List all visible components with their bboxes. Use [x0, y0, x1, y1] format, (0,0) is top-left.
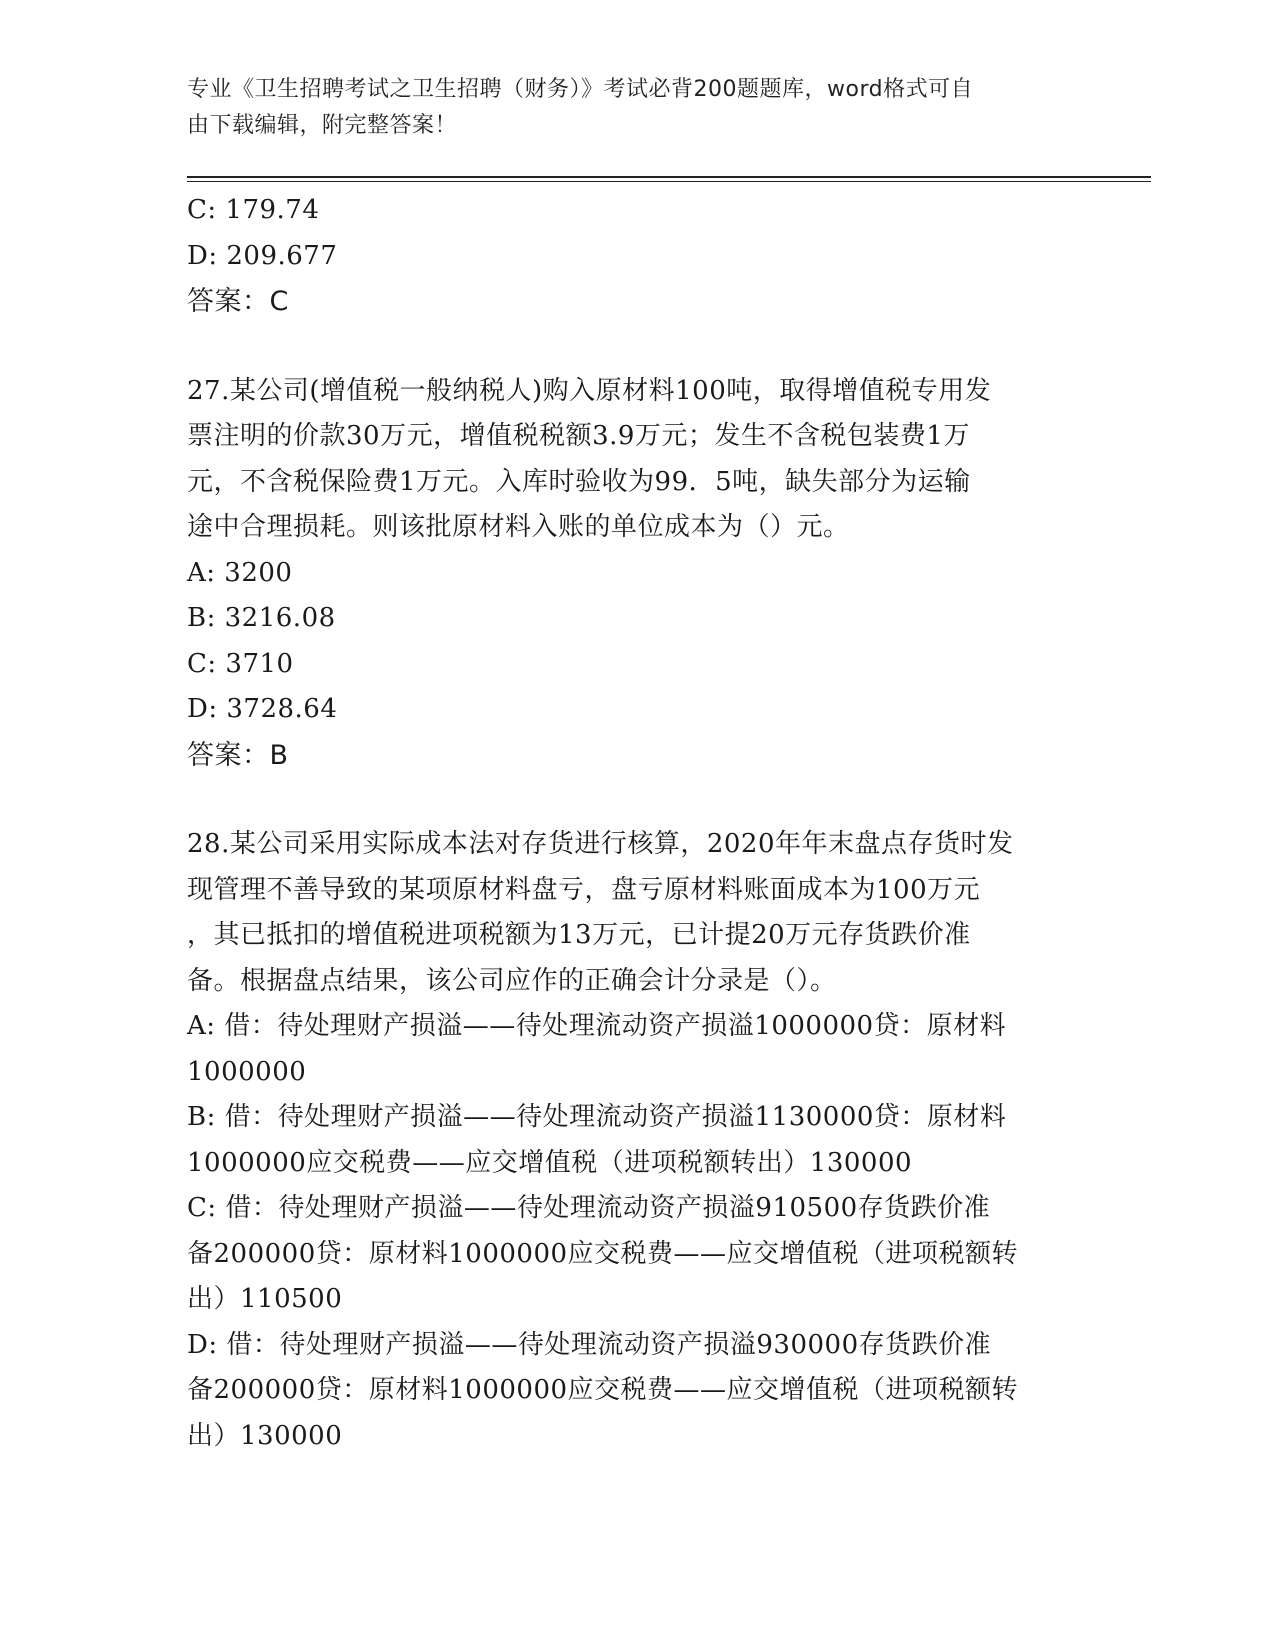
- option-b-line: B: 借：待处理财产损溢——待处理流动资产损溢1130000贷：原材料: [187, 1102, 1007, 1132]
- question-stem-line: 现管理不善导致的某项原材料盘亏，盘亏原材料账面成本为100万元: [187, 874, 981, 905]
- answer-line: 答案：B: [187, 739, 289, 771]
- question-stem-line: 备。根据盘点结果，该公司应作的正确会计分录是（）。: [187, 965, 837, 996]
- option-c: C: 179.74: [187, 195, 320, 225]
- question-28: [187, 822, 1087, 1459]
- header-divider-thin: [187, 181, 1151, 182]
- option-d-line: 出）130000: [187, 1420, 343, 1451]
- option-d-line: D: 借：待处理财产损溢——待处理流动资产损溢930000存货跌价准: [187, 1329, 992, 1360]
- option-a: A: 3200: [187, 557, 293, 588]
- document-body: [187, 188, 1087, 1459]
- option-d: D: 3728.64: [187, 694, 338, 724]
- option-c-line: 出）110500: [187, 1284, 343, 1314]
- question-stem-line: 途中合理损耗。则该批原材料入账的单位成本为（）元。: [187, 512, 850, 542]
- option-a-line: A: 借：待处理财产损溢——待处理流动资产损溢1000000贷：原材料: [187, 1011, 1007, 1041]
- header-line: 由下载编辑，附完整答案！: [187, 113, 458, 138]
- question-27: [187, 369, 1087, 779]
- question-stem-line: 票注明的价款30万元，增值税税额3.9万元；发生不含税包装费1万: [187, 421, 970, 451]
- document-header: [187, 72, 1067, 144]
- option-c: C: 3710: [187, 648, 294, 679]
- question-stem-line: 元，不含税保险费1万元。入库时验收为99．5吨，缺失部分为运输: [187, 466, 971, 497]
- option-a-line: 1000000: [187, 1056, 307, 1087]
- question-stem-line: 28.某公司采用实际成本法对存货进行核算，2020年年末盘点存货时发: [187, 829, 1014, 859]
- option-c-line: 备200000贷：原材料1000000应交税费——应交增值税（进项税额转: [187, 1238, 1019, 1269]
- option-d-line: 备200000贷：原材料1000000应交税费——应交增值税（进项税额转: [187, 1375, 1019, 1405]
- question-stem-line: 27.某公司(增值税一般纳税人)购入原材料100吨，取得增值税专用发: [187, 375, 992, 406]
- previous-question: [187, 188, 1087, 325]
- option-b-line: 1000000应交税费——应交增值税（进项税额转出）130000: [187, 1147, 913, 1178]
- option-c-line: C: 借：待处理财产损溢——待处理流动资产损溢910500存货跌价准: [187, 1193, 991, 1223]
- header-line: 专业《卫生招聘考试之卫生招聘（财务）》考试必背200题题库，word格式可自: [187, 77, 974, 102]
- header-divider: [187, 176, 1151, 178]
- option-b: B: 3216.08: [187, 603, 336, 633]
- question-stem-line: ，其已抵扣的增值税进项税额为13万元，已计提20万元存货跌价准: [187, 920, 971, 950]
- option-d: D: 209.677: [187, 240, 338, 271]
- answer-line: 答案：C: [187, 286, 289, 317]
